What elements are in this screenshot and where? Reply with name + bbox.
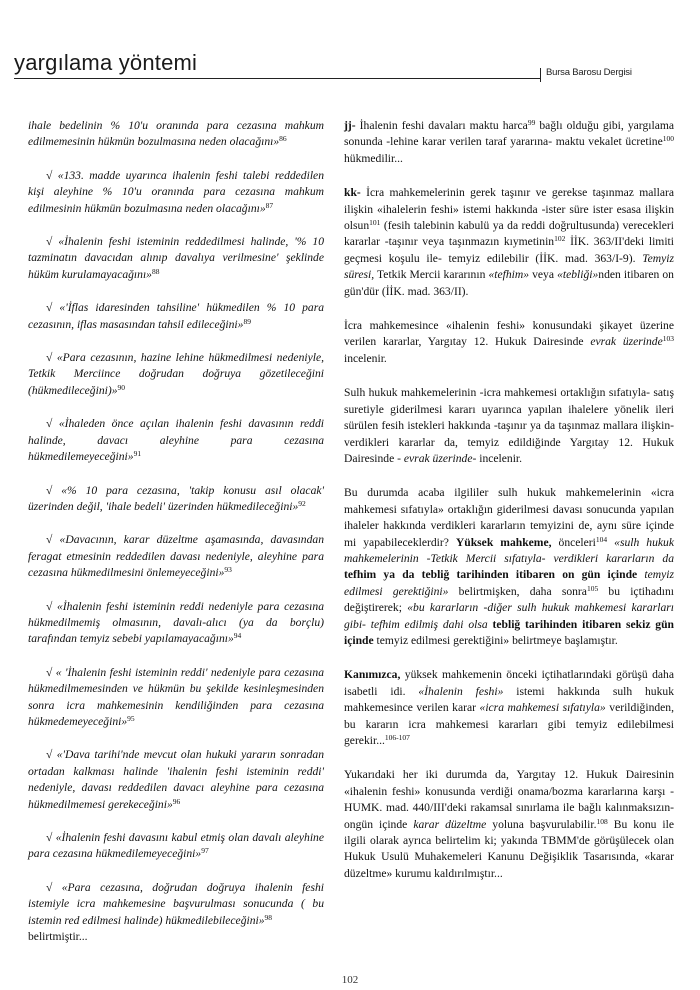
ruling-text: √ «133. madde uyarınca ihalenin feshi talebi reddedilen kişi aleyhine % 10'u oranında para cezasına mahkum edilmesinin hükmün bozulmasına neden olacağını» [28,168,324,215]
footnote-ref: 98 [264,912,273,922]
text: incelenir. [344,351,387,365]
emphasis-bold: tebliğ tarihinden itibaren sekiz gün içinde [344,617,674,647]
text: Yukarıdaki her iki durumda da, Yargıtay 12. Hukuk Dairesinin «ihalenin feshi» konusunda verdiği onama/bozma kararlarına karşı -HUMK. mad. 440/III'deki rakamsal sınırlama ile bağlı kalınmaksızın- ongün içinde [344,768,674,831]
paragraph-kk [344,185,674,300]
text: yüksek mahkemenin önceki içtihatlarındaki görüşü daha isabetli idi. [344,668,675,698]
footnote-ref: 88 [151,266,160,276]
ruling-text: √ «İhalenin feshi isteminin reddi nedeniyle para cezasına hükmedilmemiş olmasının, davalı-alıcı (ya da borçlu) tarafından temyiz sebebi yapılamayacağını» [28,599,324,646]
page-header [14,44,682,84]
emphasis: «sulh hukuk mahkemelerinin -Tetkik Mercii sıfatıyla- verdikleri kararların da [344,535,674,565]
ruling-item [28,416,324,465]
footnote-ref: 103 [662,334,675,344]
ruling-text: √ «İhalenin feshi davasını kabul etmiş olan davalı aleyhine para cezasına hükmedilemeyeceğini» [28,831,324,861]
emphasis: Temyiz süresi, [344,251,674,282]
left-column [28,118,324,962]
emphasis-bold: Kanımızca, [344,668,401,682]
ruling-text: √ «% 10 para cezasına, 'takip konusu asıl olacak' üzerinden değil, 'ihale bedeli' üzerinden hükmedileceğini» [28,483,324,513]
ruling-item [28,483,324,516]
text: Bu konu ile ilgili olarak ayrıca belirtelim ki; yakında TBMM'de görüşülecek olan Hukuk Usulü Muhakemeleri Kanunu Değişiklik Tasarısında, «karar düzeltme» kurumu kaldırılmıştır... [344,817,675,880]
ruling-text: ihale bedelinin % 10'u oranında para cezasına mahkum edilmemesinin hükmün bozulmasına neden olacağını» [28,119,324,149]
emphasis: evrak üzerinde [590,335,663,349]
text: yoluna başvurulabilir. [492,817,597,831]
text: nden itibaren on gün'dür (İİK. mad. 363/II). [344,268,674,298]
footnote-ref: 99 [527,118,536,127]
journal-name: Bursa Barosu Dergisi [546,67,632,78]
footnote-ref: 89 [243,316,251,326]
text: belirtmişken, daha sonra [458,584,587,598]
emphasis: «İhalenin feshi» [418,684,504,698]
footnote-ref: 101 [369,218,381,228]
footnote-ref: 91 [133,449,142,459]
paragraph-4 [344,385,674,467]
ruling-item [28,599,324,648]
text: bu içtihadını değiştirerek; [344,584,674,615]
header-divider [540,68,541,82]
footnote-ref: 108 [596,816,608,826]
emphasis: «tefhim» [488,268,530,282]
emphasis: «icra mahkemesi sıfatıyla» [479,701,606,715]
emphasis-bold: Yüksek mahkeme, [455,535,552,549]
page-number: 102 [341,974,359,986]
text: Bu durumda acaba ilgililer sulh hukuk mahkemelerinin «icra mahkemesi sıfatıyla» ortaklığın giderilmesi davası sonucunda yapılan ihaleler hakkında verdikleri kararların temyizini de, aynı süre içinde mi yapabileceklerdir? [344,486,674,549]
text: Sulh hukuk mahkemelerinin -icra mahkemesi ortaklığın sıfatıyla- satış suretiyle giderilmesi kararı uyarınca yapılan ihalelere yönelik ileri sürülen fesih istekleri hakkında -taşınır ya da taşınmaz mallara ilişkin- verdikleri kararlar da, temyiz edildiğinde Yargıtay 12. Hukuk Dairesinde - [344,386,674,465]
footnote-ref: 106-107 [384,733,410,742]
text: bağlı olduğu gibi, yargılama sonunda -lehine karar verilen taraf yararına- maktu vekalet ücretine [344,119,674,149]
paragraph-jj [344,118,674,167]
ruling-item [28,118,324,151]
text: Tetkik Mercii kararının [377,268,486,282]
text: (fesih talebinin kabulü ya da reddi doğrultusunda) verecekleri kararlar -taşınır veya taşınmazın kıymetinin [344,219,674,249]
emphasis: «bu kararların -diğer sulh hukuk mahkemesi kararları gibi- tefhim edilmiş dahi olsa [344,601,674,631]
ruling-text: √ «Para cezasının, hazine lehine hükmedilmesi nedeniyle, Tetkik Merciince doğrudan doğruya gözetileceğini (hükmedileceğini)» [28,351,324,397]
ruling-text: √ «İhalenin feshi isteminin reddedilmesi halinde, '% 10 tazminatın davacıdan alınıp davalıya verilmesine' şeklinde hüküm kurulamayacağını» [28,235,324,281]
ruling-text: √ «'Dava tarihi'nde mevcut olan hukuki yararın sonradan ortadan kalkması halinde 'ihalenin feshi isteminin reddi' nedeniyle, davası reddedilen davacı aleyhine para cezasına hükmedilmemesi gerekeceğini» [28,748,324,811]
paragraph-5 [344,485,674,649]
footnote-ref: 102 [554,234,566,244]
ruling-item [28,747,324,813]
right-column [344,118,674,900]
text: incelenir. [479,451,523,465]
text: belirtmeye başlamıştır. [512,633,618,647]
ruling-item [28,168,324,217]
emphasis: temyiz edilmesi gerektiğini» [344,568,674,598]
item-label: kk- [344,186,361,200]
text: temyiz edilmesi gerektiğini» [376,633,510,647]
section-title: yargılama yöntemi [14,50,198,75]
ruling-text: √ «İhaleden önce açılan ihalenin feshi davasının reddi halinde, davacı aleyhine para cezasına hükmedilemeyeceğini» [28,417,324,464]
emphasis: karar düzeltme [413,817,487,831]
paragraph-7 [344,767,674,882]
ruling-item [28,532,324,581]
ruling-item [28,350,324,399]
footnote-ref: 94 [233,631,242,641]
text: İhalenin feshi davaları maktu harca [359,119,528,132]
footnote-ref: 87 [265,200,274,210]
ruling-item [28,300,324,333]
text: İcra mahkemelerinin gerek taşınır ve gerekse taşınmaz mallara ilişkin «ihalelerin feshi» istemi hakkında -ister süre ister esasa ilişkin olsun [344,186,674,233]
footnote-ref: 96 [172,796,181,806]
emphasis: «tebliği» [557,268,599,282]
text: veya [532,268,554,282]
ruling-text: √ «'İflas idaresinden tahsiline' hükmedilen % 10 para cezasının, iflas masasından tahsil edileceğini» [28,301,324,331]
text: önceleri [558,535,596,549]
text: verildiğinden, bu kararın icra mahkemesi kararları gibi temyiz edilebilmesi gerekir... [344,701,674,747]
footnote-ref: 86 [279,134,287,144]
ruling-item [28,830,324,863]
text: hükmedilir... [344,151,403,165]
text: istemi hakkında sulh hukuk mahkemesince verilen karar [344,684,674,715]
footnote-ref: 93 [224,565,232,575]
ruling-item [28,234,324,283]
ruling-item [28,880,324,946]
emphasis-bold: tefhim ya da tebliğ tarihinden itibaren on gün içinde [344,568,638,582]
ruling-text: √ « 'İhalenin feshi isteminin reddi' nedeniyle para cezasına hükmedilmemesinden ve hükmün bu şekilde kesinleşmesinden sonra icra mahkemesinin kendiliğinden para cezasına hükmedemeyeceğini» [28,665,324,728]
footnote-ref: 97 [201,846,209,856]
footnote-ref: 104 [595,534,608,544]
ruling-text: √ «Davacının, karar düzeltme aşamasında, davasından feragat etmesinin reddedilen davası nedeniyle, aleyhine para cezasına hükmedilmesini önlemeyeceğini» [28,533,324,580]
paragraph-3 [344,318,674,367]
header-rule [14,78,540,79]
text: İcra mahkemesince «ihalenin feshi» konusundaki şikayet üzerine verilen kararlar, Yargıtay 12. Hukuk Dairesinde [344,319,674,349]
item-label: jj- [344,119,356,132]
footnote-ref: 92 [298,498,306,508]
emphasis: evrak üzerinde- [403,451,477,465]
footnote-ref: 90 [117,382,125,392]
footnote-ref: 100 [662,134,674,144]
ruling-item [28,665,324,731]
closing-text: belirtmiştir... [28,930,88,944]
footnote-ref: 105 [586,583,599,593]
ruling-text: √ «Para cezasına, doğrudan doğruya ihalenin feshi istemiyle icra mahkemesine başvurulması sonucunda ( bu istemin red edilmesi halinde) hükmedilebileceğini» [28,880,324,927]
paragraph-6 [344,667,674,749]
text: İİK. 363/II'deki limiti geçmesi koşulu ile- temyiz edilebilir (İİK. mad. 363/I-9). [344,235,674,265]
footnote-ref: 95 [127,713,135,723]
